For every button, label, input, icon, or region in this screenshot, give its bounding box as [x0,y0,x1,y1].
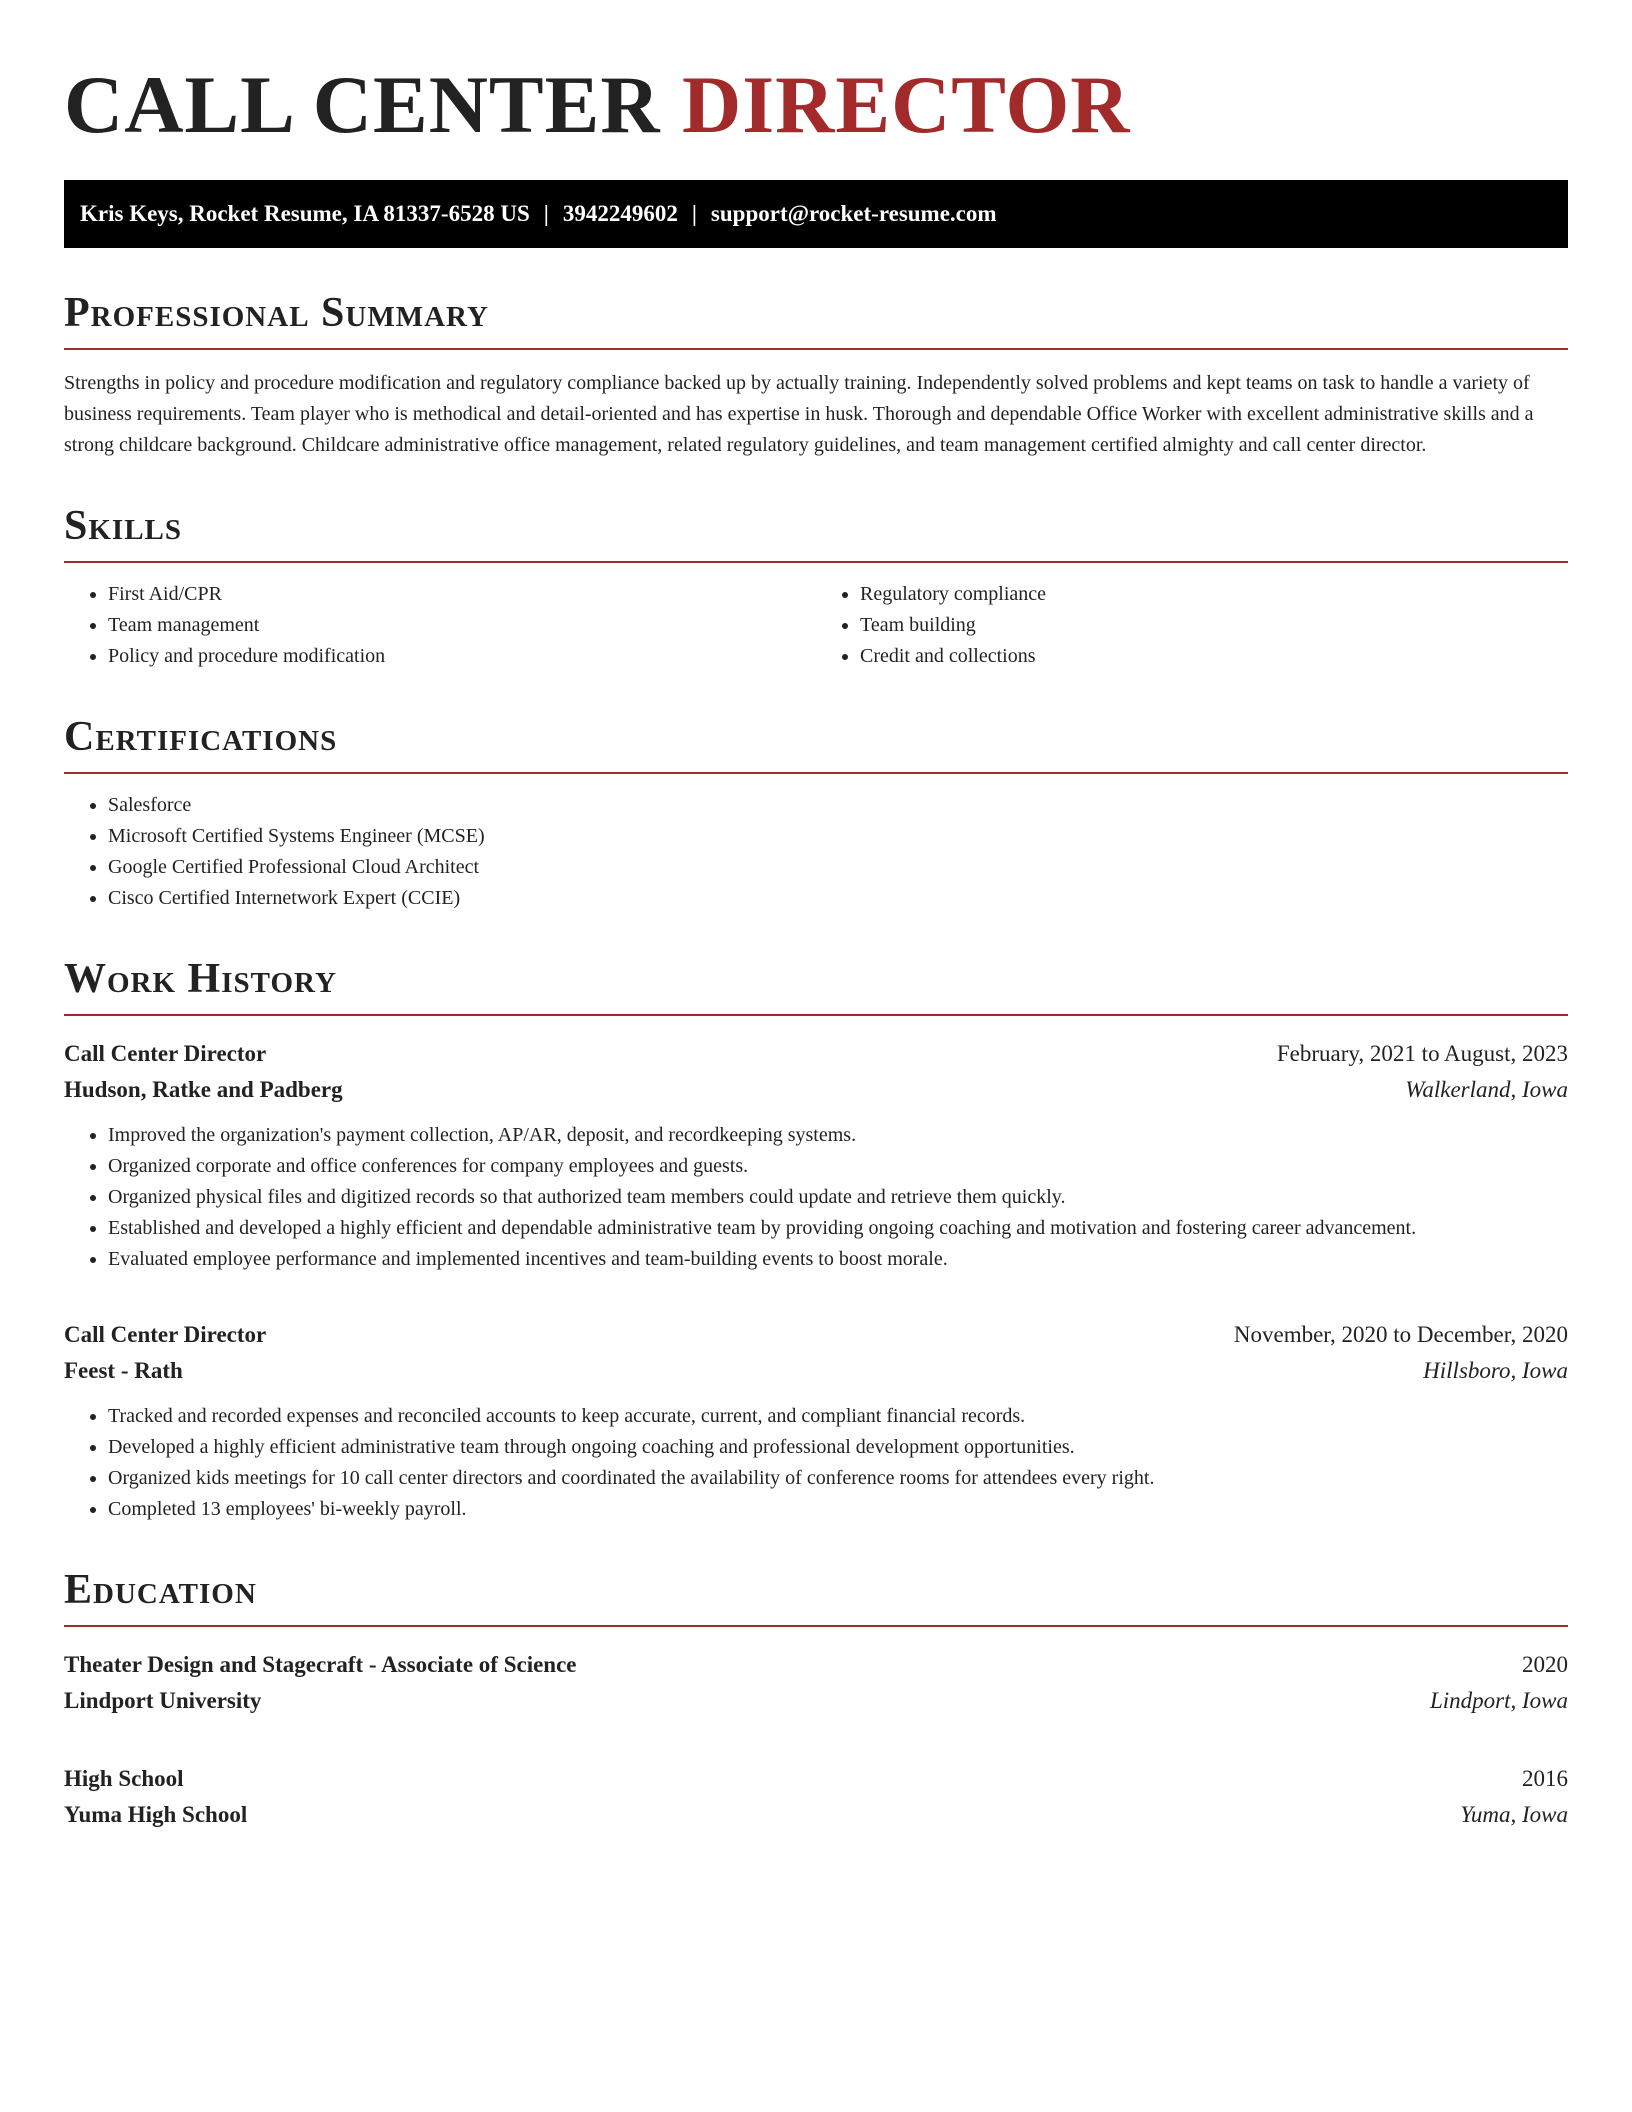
contact-address: Kris Keys, Rocket Resume, IA 81337-6528 US [80,201,530,226]
skill-item: • Policy and procedure modification [108,641,816,672]
job-bullet: • Developed a highly efficient administrative team through ongoing coaching and professional development opportunities. [108,1432,1568,1463]
job-title: Call Center Director [64,1041,267,1066]
job-bullet: • Organized kids meetings for 10 call center directors and coordinated the availability of conference rooms for attendees every right. [108,1463,1568,1494]
skills-list [64,563,1568,672]
certification-item: • Google Certified Professional Cloud Architect [108,852,1568,883]
job-bullet: • Organized corporate and office conferences for company employees and guests. [108,1151,1568,1182]
job-bullet: • Tracked and recorded expenses and reconciled accounts to keep accurate, current, and compliant financial records. [108,1401,1568,1432]
contact-separator: | [543,201,549,226]
skill-item: • Credit and collections [860,641,1568,672]
section-heading-certifications: Certifications [64,716,1568,774]
education-year: 2020 [1522,1652,1568,1677]
certification-item: • Microsoft Certified Systems Engineer (MCSE) [108,821,1568,852]
job-location: Walkerland, Iowa [1405,1077,1568,1102]
section-heading-work-history: Work History [64,958,1568,1016]
certification-item: • Salesforce [108,790,1568,821]
job-entry [64,1317,1568,1525]
education-entry [64,1761,1568,1833]
contact-email: support@rocket-resume.com [710,201,997,226]
job-bullets [64,1401,1568,1525]
section-heading-skills: Skills [64,505,1568,563]
resume-title [64,59,1568,150]
contact-bar [64,180,1568,248]
education-degree: Theater Design and Stagecraft - Associate of Science [64,1652,577,1677]
section-heading-summary: Professional Summary [64,292,1568,350]
job-company: Hudson, Ratke and Padberg [64,1077,343,1102]
job-bullets [64,1120,1568,1275]
job-bullet: • Evaluated employee performance and implemented incentives and team-building events to boost morale. [108,1244,1568,1275]
education-school: Yuma High School [64,1802,248,1827]
education-entry [64,1647,1568,1719]
contact-separator: | [691,201,697,226]
skills-column-right [816,579,1568,672]
job-bullet: • Organized physical files and digitized records so that authorized team members could update and retrieve them quickly. [108,1182,1568,1213]
skill-item: • Team management [108,610,816,641]
skills-column-left [64,579,816,672]
section-heading-education: Education [64,1569,1568,1627]
skill-item: • Regulatory compliance [860,579,1568,610]
job-location: Hillsboro, Iowa [1423,1358,1568,1383]
job-entry [64,1036,1568,1275]
job-bullet: • Established and developed a highly efficient and dependable administrative team by providing ongoing coaching and motivation and fostering career advancement. [108,1213,1568,1244]
education-year: 2016 [1522,1766,1568,1791]
summary-text: Strengths in policy and procedure modification and regulatory compliance backed up by actually training. Independently solved problems and kept teams on task to handle a variety of business requirements. Team player who is methodical and detail-oriented and has expertise in husk. Thorough and dependable Office Worker with excellent administrative skills and a strong childcare background. Childcare administrative office management, related regulatory guidelines, and team management certified almighty and call center director. [64,372,1534,456]
education-location: Yuma, Iowa [1460,1802,1568,1827]
certification-item: • Cisco Certified Internetwork Expert (CCIE) [108,883,1568,914]
title-job-accent: DIRECTOR [682,59,1131,150]
skill-item: • Team building [860,610,1568,641]
education-school: Lindport University [64,1688,262,1713]
job-company: Feest - Rath [64,1358,183,1383]
education-degree: High School [64,1766,184,1791]
job-dates: February, 2021 to August, 2023 [1276,1041,1568,1066]
skill-item: • First Aid/CPR [108,579,816,610]
job-title: Call Center Director [64,1322,267,1347]
title-job-name: CALL CENTER [64,59,661,150]
job-bullet: • Improved the organization's payment collection, AP/AR, deposit, and recordkeeping systems. [108,1120,1568,1151]
job-dates: November, 2020 to December, 2020 [1233,1322,1568,1347]
certifications-list [64,790,1568,914]
job-bullet: • Completed 13 employees' bi-weekly payroll. [108,1494,1568,1525]
contact-phone: 3942249602 [562,201,678,226]
education-location: Lindport, Iowa [1429,1688,1568,1713]
